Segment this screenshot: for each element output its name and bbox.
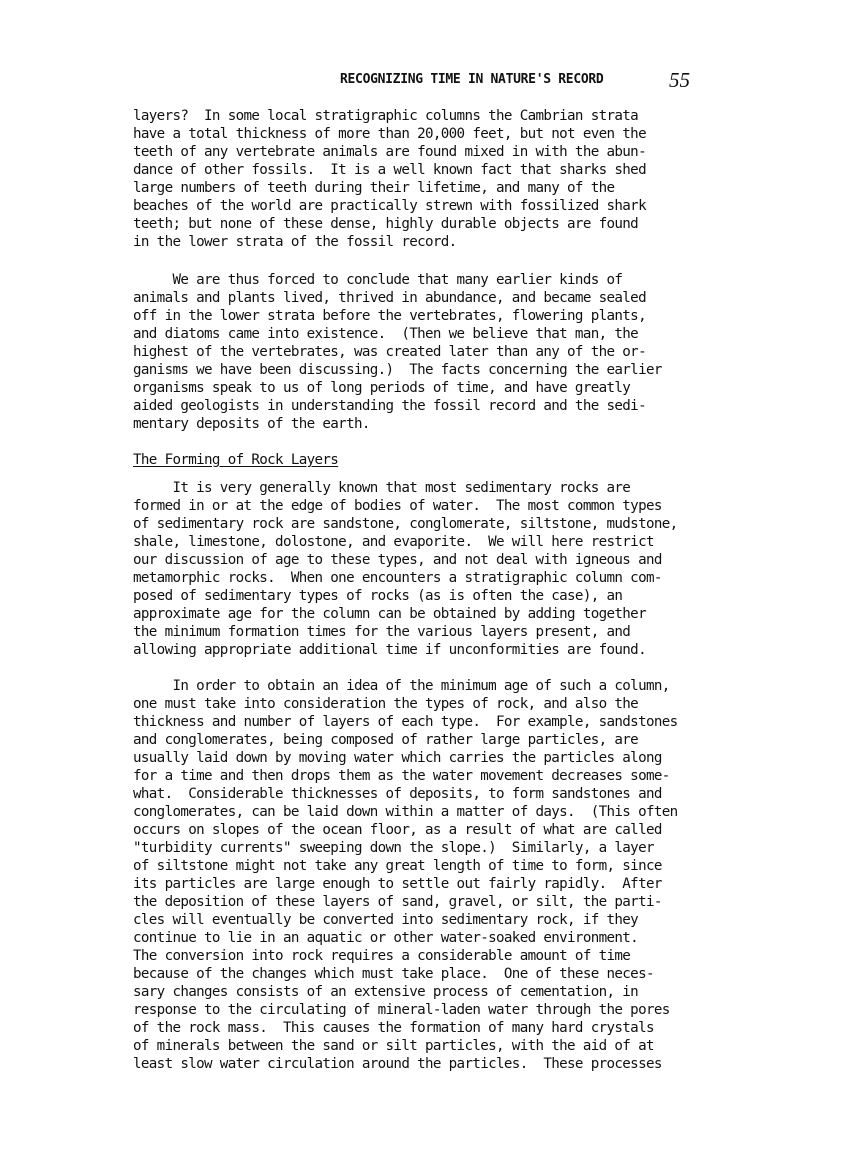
text-line: metamorphic rocks. When one encounters a stratigraphic column com- <box>133 570 662 586</box>
text-line: ganisms we have been discussing.) The facts concerning the earlier <box>133 362 662 378</box>
text-line: approximate age for the column can be obtained by adding together <box>133 606 646 622</box>
text-line: teeth; but none of these dense, highly durable objects are found <box>133 216 639 232</box>
text-line: shale, limestone, dolostone, and evaporite. We will here restrict <box>133 534 654 550</box>
text-line: its particles are large enough to settle out fairly rapidly. After <box>133 876 662 892</box>
text-line: dance of other fossils. It is a well known fact that sharks shed <box>133 162 646 178</box>
text-line: "turbidity currents" sweeping down the slope.) Similarly, a layer <box>133 840 654 856</box>
text-line: one must take into consideration the types of rock, and also the <box>133 696 639 712</box>
text-line: continue to lie in an aquatic or other water-soaked environment. <box>133 930 639 946</box>
text-line: thickness and number of layers of each type. For example, sandstones <box>133 714 678 730</box>
text-line: formed in or at the edge of bodies of water. The most common types <box>133 498 662 514</box>
text-line: highest of the vertebrates, was created later than any of the or- <box>133 344 646 360</box>
text-line: of sedimentary rock are sandstone, conglomerate, siltstone, mudstone, <box>133 516 678 532</box>
text-line: of minerals between the sand or silt particles, with the aid of at <box>133 1038 654 1054</box>
text-line: conglomerates, can be laid down within a matter of days. (This often <box>133 804 678 820</box>
text-line: for a time and then drops them as the water movement decreases some- <box>133 768 670 784</box>
paragraph-4 <box>133 677 723 1073</box>
paragraph-1 <box>133 107 723 251</box>
text-line: mentary deposits of the earth. <box>133 416 370 432</box>
text-line: and conglomerates, being composed of rather large particles, are <box>133 732 639 748</box>
text-line: in the lower strata of the fossil record. <box>133 234 457 250</box>
text-line: In order to obtain an idea of the minimum age of such a column, <box>133 678 670 694</box>
text-line: the deposition of these layers of sand, gravel, or silt, the parti- <box>133 894 662 910</box>
text-line: and diatoms came into existence. (Then we believe that man, the <box>133 326 639 342</box>
text-line: teeth of any vertebrate animals are found mixed in with the abun- <box>133 144 646 160</box>
text-line: off in the lower strata before the vertebrates, flowering plants, <box>133 308 646 324</box>
text-line: response to the circulating of mineral-laden water through the pores <box>133 1002 670 1018</box>
text-line: It is very generally known that most sedimentary rocks are <box>133 480 631 496</box>
running-head: RECOGNIZING TIME IN NATURE'S RECORD <box>340 72 604 87</box>
text-line: organisms speak to us of long periods of time, and have greatly <box>133 380 631 396</box>
text-line: aided geologists in understanding the fossil record and the sedi- <box>133 398 646 414</box>
text-line: usually laid down by moving water which carries the particles along <box>133 750 662 766</box>
text-line: our discussion of age to these types, and not deal with igneous and <box>133 552 662 568</box>
text-line: The conversion into rock requires a considerable amount of time <box>133 948 631 964</box>
text-line: cles will eventually be converted into sedimentary rock, if they <box>133 912 639 928</box>
text-line: sary changes consists of an extensive process of cementation, in <box>133 984 639 1000</box>
text-line: what. Considerable thicknesses of deposits, to form sandstones and <box>133 786 662 802</box>
text-line: We are thus forced to conclude that many earlier kinds of <box>133 272 623 288</box>
text-line: because of the changes which must take place. One of these neces- <box>133 966 654 982</box>
section-heading: The Forming of Rock Layers <box>133 452 339 468</box>
text-line: animals and plants lived, thrived in abundance, and became sealed <box>133 290 646 306</box>
text-line: beaches of the world are practically strewn with fossilized shark <box>133 198 646 214</box>
text-line: the minimum formation times for the various layers present, and <box>133 624 631 640</box>
text-line: occurs on slopes of the ocean floor, as a result of what are called <box>133 822 662 838</box>
text-line: of siltstone might not take any great length of time to form, since <box>133 858 662 874</box>
text-line: posed of sedimentary types of rocks (as is often the case), an <box>133 588 623 604</box>
text-line: of the rock mass. This causes the formation of many hard crystals <box>133 1020 654 1036</box>
text-line: least slow water circulation around the particles. These processes <box>133 1056 662 1072</box>
text-line: have a total thickness of more than 20,000 feet, but not even the <box>133 126 646 142</box>
text-line: layers? In some local stratigraphic columns the Cambrian strata <box>133 108 639 124</box>
page-header <box>340 70 690 94</box>
text-line: allowing appropriate additional time if unconformities are found. <box>133 642 646 658</box>
page-number: 55 <box>669 68 690 92</box>
paragraph-2 <box>133 271 723 433</box>
text-line: large numbers of teeth during their lifetime, and many of the <box>133 180 615 196</box>
paragraph-3 <box>133 479 723 659</box>
